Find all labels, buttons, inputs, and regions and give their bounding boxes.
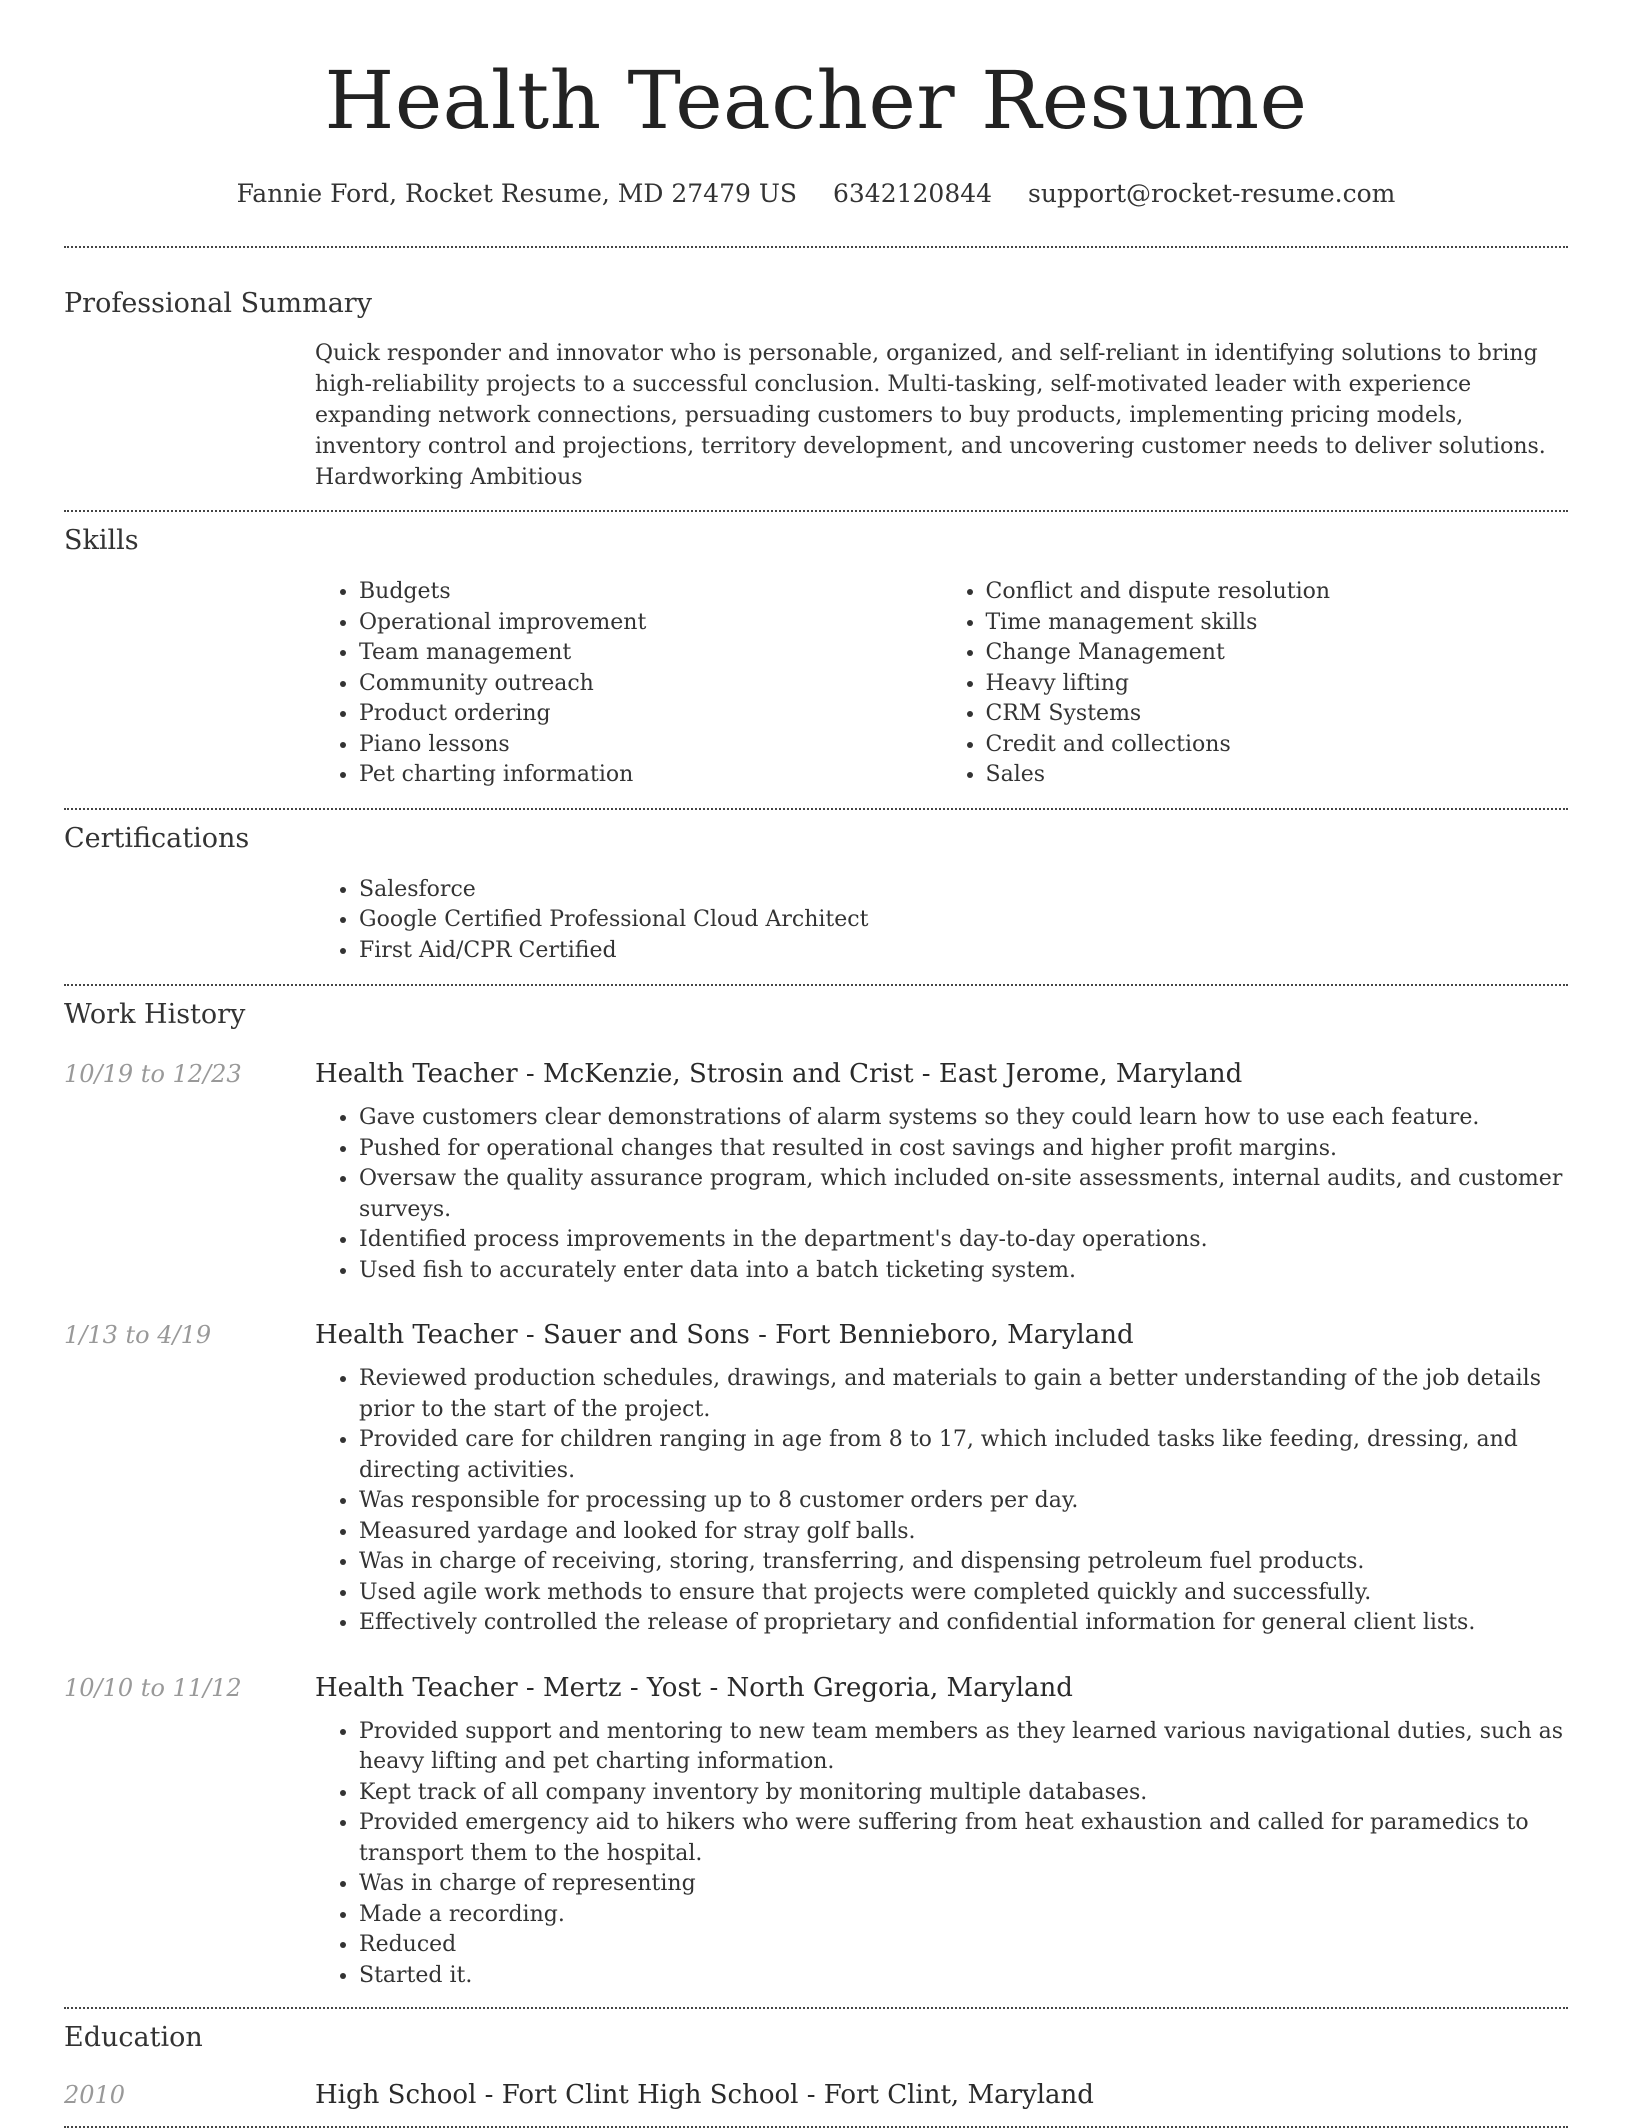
job-entry [64, 1057, 1568, 1286]
job-entry [64, 1318, 1568, 1639]
skill-item: • Piano lessons [359, 730, 942, 761]
job-bullet: • Provided emergency aid to hikers who were suffering from heat exhaustion and called for paramedics to transport them to the hospital. [359, 1808, 1568, 1869]
summary-section [64, 248, 1568, 493]
certification-item: • Salesforce [359, 875, 1568, 906]
contact-phone: 6342120844 [833, 179, 993, 208]
job-dates: 10/19 to 12/23 [64, 1060, 242, 1088]
job-bullet: • Used agile work methods to ensure that projects were completed quickly and successfully. [359, 1578, 1568, 1609]
skills-column-right [942, 577, 1569, 791]
skill-item: • Product ordering [359, 699, 942, 730]
skill-item: • Budgets [359, 577, 942, 608]
skills-section [64, 512, 1568, 791]
job-bullet: • Identified process improvements in the department's day-to-day operations. [359, 1225, 1568, 1256]
skills-heading: Skills [64, 525, 139, 556]
certifications-heading: Certifications [64, 822, 250, 854]
job-bullet: • Oversaw the quality assurance program, which included on-site assessments, internal audits, and customer surveys. [359, 1164, 1568, 1225]
job-bullet: • Was responsible for processing up to 8 customer orders per day. [359, 1486, 1568, 1517]
education-year: 2010 [64, 2081, 126, 2109]
job-bullet: • Measured yardage and looked for stray golf balls. [359, 1517, 1568, 1548]
skills-list [315, 577, 1568, 791]
job-title: Health Teacher - McKenzie, Strosin and Crist - East Jerome, Maryland [315, 1059, 1243, 1089]
certifications-section [64, 810, 1568, 967]
skill-item: • Conflict and dispute resolution [986, 577, 1569, 608]
job-bullet: • Used fish to accurately enter data into a batch ticketing system. [359, 1256, 1568, 1287]
education-heading: Education [64, 2022, 203, 2053]
work-history-section [64, 986, 1568, 1991]
job-entry [64, 1671, 1568, 1992]
resume-page [64, 0, 1568, 2128]
certifications-list [315, 875, 1568, 967]
skill-item: • Sales [986, 760, 1569, 791]
summary-text: Quick responder and innovator who is personable, organized, and self-reliant in identifying solutions to bring high-reliability projects to a successful conclusion. Multi-tasking, self-motivated leader with experience expanding network connections, persuading customers to buy products, implementing pricing models, inventory control and projections, territory development, and uncovering customer needs to deliver solutions. Hardworking Ambitious [315, 341, 1546, 490]
skill-item: • Community outreach [359, 669, 942, 700]
education-title: High School - Fort Clint High School - Fort Clint, Maryland [315, 2080, 1094, 2110]
job-dates: 10/10 to 11/12 [64, 1673, 242, 1702]
job-bullet: • Reviewed production schedules, drawings, and materials to gain a better understanding of the job details prior to the start of the project. [359, 1364, 1568, 1425]
skill-item: • Credit and collections [986, 730, 1569, 761]
job-bullet: • Provided care for children ranging in age from 8 to 17, which included tasks like feeding, dressing, and directing activities. [359, 1425, 1568, 1486]
skill-item: • Heavy lifting [986, 669, 1569, 700]
work-history-heading: Work History [64, 999, 246, 1030]
education-entry [64, 2078, 1568, 2112]
contact-address: Fannie Ford, Rocket Resume, MD 27479 US [236, 179, 798, 208]
job-bullet: • Pushed for operational changes that resulted in cost savings and higher profit margins. [359, 1134, 1568, 1165]
job-title: Health Teacher - Sauer and Sons - Fort Bennieboro, Maryland [315, 1320, 1134, 1350]
certification-item: • Google Certified Professional Cloud Architect [359, 905, 1568, 936]
job-bullet: • Effectively controlled the release of proprietary and confidential information for general client lists. [359, 1608, 1568, 1639]
job-title: Health Teacher - Mertz - Yost - North Gregoria, Maryland [315, 1672, 1073, 1703]
certification-item: • First Aid/CPR Certified [359, 936, 1568, 967]
skill-item: • Operational improvement [359, 608, 942, 639]
job-dates: 1/13 to 4/19 [64, 1321, 212, 1349]
skill-item: • Change Management [986, 638, 1569, 669]
education-section [64, 2009, 1568, 2112]
page-title: Health Teacher Resume [324, 54, 1308, 147]
contact-line [64, 176, 1568, 212]
job-bullet: • Kept track of all company inventory by monitoring multiple databases. [359, 1778, 1568, 1809]
skill-item: • Time management skills [986, 608, 1569, 639]
job-bullet: • Reduced [359, 1930, 1568, 1961]
job-bullet: • Was in charge of representing [359, 1869, 1568, 1900]
summary-heading: Professional Summary [64, 288, 372, 319]
skill-item: • CRM Systems [986, 699, 1569, 730]
contact-email: support@rocket-resume.com [1028, 179, 1396, 208]
job-bullet: • Started it. [359, 1961, 1568, 1992]
job-bullet: • Was in charge of receiving, storing, transferring, and dispensing petroleum fuel products. [359, 1547, 1568, 1578]
job-bullet: • Provided support and mentoring to new team members as they learned various navigational duties, such as heavy lifting and pet charting information. [359, 1717, 1568, 1778]
skill-item: • Team management [359, 638, 942, 669]
job-bullet: • Gave customers clear demonstrations of alarm systems so they could learn how to use each feature. [359, 1103, 1568, 1134]
skill-item: • Pet charting information [359, 760, 942, 791]
skills-column-left [315, 577, 942, 791]
job-bullet: • Made a recording. [359, 1900, 1568, 1931]
